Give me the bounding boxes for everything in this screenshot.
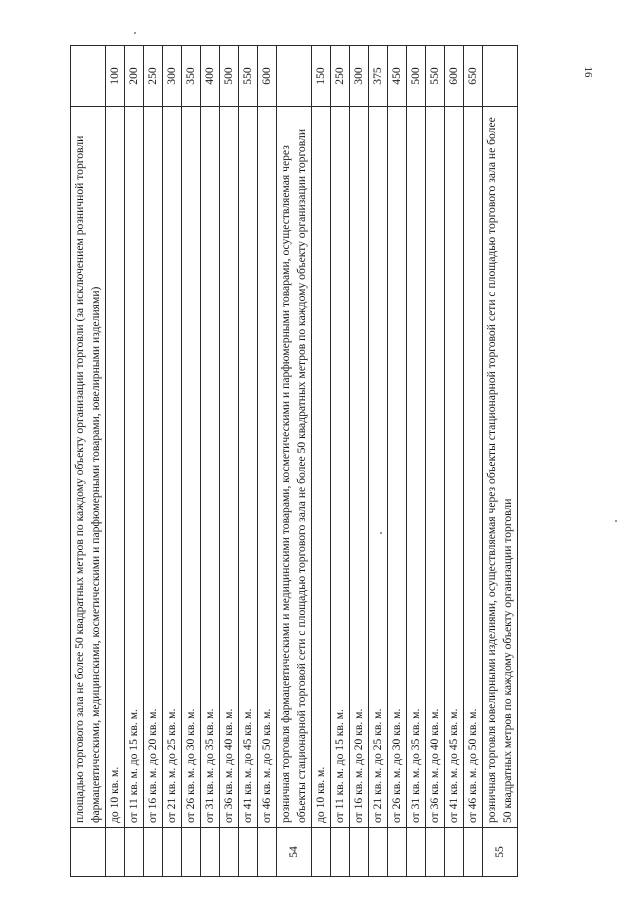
table-row [388, 46, 407, 877]
area-range-label: от 11 кв. м. до 15 кв. м. [125, 107, 144, 828]
area-range-label: от 41 кв. м. до 45 кв. м. [445, 107, 464, 828]
table-row [258, 46, 277, 877]
area-range-label: от 41 кв. м. до 45 кв. м. [239, 107, 258, 828]
rate-value: 100 [106, 46, 125, 107]
intro-description: площадью торгового зала не более 50 квадратных метров по каждому объекту организации торговли (за исключением розничной торговли фармацевтическими, медицинскими, косметическими и парфюмерными товарами, ювелирными изделиями) [71, 107, 106, 828]
table-row [445, 46, 464, 877]
rate-value: 300 [350, 46, 369, 107]
item-number-cell [407, 828, 426, 877]
area-range-label: от 46 кв. м. до 50 кв. м. [464, 107, 483, 828]
item-description: розничная торговля фармацевтическими и медицинскими товарами, косметическими и парфюмерными товарами, осуществляемая через объекты стационарной торговой сети с площадью торгового зала не более 50 квадратных метров по каждому объекту организации торговли [277, 107, 312, 828]
item-number-cell [163, 828, 182, 877]
area-range-label: от 21 кв. м. до 25 кв. м. [369, 107, 388, 828]
area-range-label: от 36 кв. м. до 40 кв. м. [220, 107, 239, 828]
area-range-label: до 10 кв. м. [106, 107, 125, 828]
table-row [71, 46, 106, 877]
item-number-cell [426, 828, 445, 877]
area-range-label: от 21 кв. м. до 25 кв. м. [163, 107, 182, 828]
item-number-cell [125, 828, 144, 877]
area-range-label: до 10 кв. м. [312, 107, 331, 828]
value-cell [71, 46, 106, 107]
value-cell [483, 46, 518, 107]
item-number-cell [144, 828, 163, 877]
rate-value: 375 [369, 46, 388, 107]
item-number-cell [388, 828, 407, 877]
item-number-cell [445, 828, 464, 877]
rate-value: 450 [388, 46, 407, 107]
item-number-cell [71, 828, 106, 877]
area-range-label: от 16 кв. м. до 20 кв. м. [350, 107, 369, 828]
scan-speck [134, 32, 136, 34]
area-range-label: от 31 кв. м. до 35 кв. м. [407, 107, 426, 828]
item-number: 54 [277, 828, 312, 877]
scan-speck [615, 520, 617, 522]
area-range-label: от 36 кв. м. до 40 кв. м. [426, 107, 445, 828]
table-row [331, 46, 350, 877]
group-b-rows [312, 46, 483, 877]
rate-value: 600 [445, 46, 464, 107]
item-number-cell [220, 828, 239, 877]
area-range-label: от 11 кв. м. до 15 кв. м. [331, 107, 350, 828]
rate-value: 250 [144, 46, 163, 107]
table-row [369, 46, 388, 877]
table-row [182, 46, 201, 877]
table-row [350, 46, 369, 877]
table-row [144, 46, 163, 877]
rate-value: 350 [182, 46, 201, 107]
table-row [220, 46, 239, 877]
rate-value: 650 [464, 46, 483, 107]
item-number: 55 [483, 828, 518, 877]
item-description: розничная торговля ювелирными изделиями, осуществляемая через объекты стационарной торговой сети с площадью торгового зала не более 50 квадратных метров по каждому объекту организации торговли [483, 107, 518, 828]
table-row [201, 46, 220, 877]
page-number: 16 [582, 66, 594, 78]
area-range-label: от 31 кв. м. до 35 кв. м. [201, 107, 220, 828]
tariff-table [70, 45, 518, 877]
item-number-cell [312, 828, 331, 877]
rate-value: 500 [407, 46, 426, 107]
item-number-cell [106, 828, 125, 877]
rate-value: 600 [258, 46, 277, 107]
item-number-cell [239, 828, 258, 877]
rate-value: 550 [239, 46, 258, 107]
area-range-label: от 46 кв. м. до 50 кв. м. [258, 107, 277, 828]
rate-value: 200 [125, 46, 144, 107]
item-number-cell [350, 828, 369, 877]
rate-value: 500 [220, 46, 239, 107]
rotated-table-container [70, 65, 553, 877]
area-range-label: от 26 кв. м. до 30 кв. м. [182, 107, 201, 828]
table-row [464, 46, 483, 877]
table-row [106, 46, 125, 877]
rate-value: 150 [312, 46, 331, 107]
table-row [483, 46, 518, 877]
rate-value: 250 [331, 46, 350, 107]
item-number-cell [464, 828, 483, 877]
item-number-cell [182, 828, 201, 877]
area-range-label: от 16 кв. м. до 20 кв. м. [144, 107, 163, 828]
table-row [407, 46, 426, 877]
item-number-cell [369, 828, 388, 877]
group-a-rows [106, 46, 277, 877]
table-row [239, 46, 258, 877]
rate-value: 300 [163, 46, 182, 107]
table-row [312, 46, 331, 877]
rate-value: 400 [201, 46, 220, 107]
table-row [163, 46, 182, 877]
item-number-cell [331, 828, 350, 877]
item-number-cell [258, 828, 277, 877]
table-row [125, 46, 144, 877]
item-number-cell [201, 828, 220, 877]
area-range-label: от 26 кв. м. до 30 кв. м. [388, 107, 407, 828]
value-cell [277, 46, 312, 107]
table-row [277, 46, 312, 877]
table-row [426, 46, 445, 877]
rate-value: 550 [426, 46, 445, 107]
